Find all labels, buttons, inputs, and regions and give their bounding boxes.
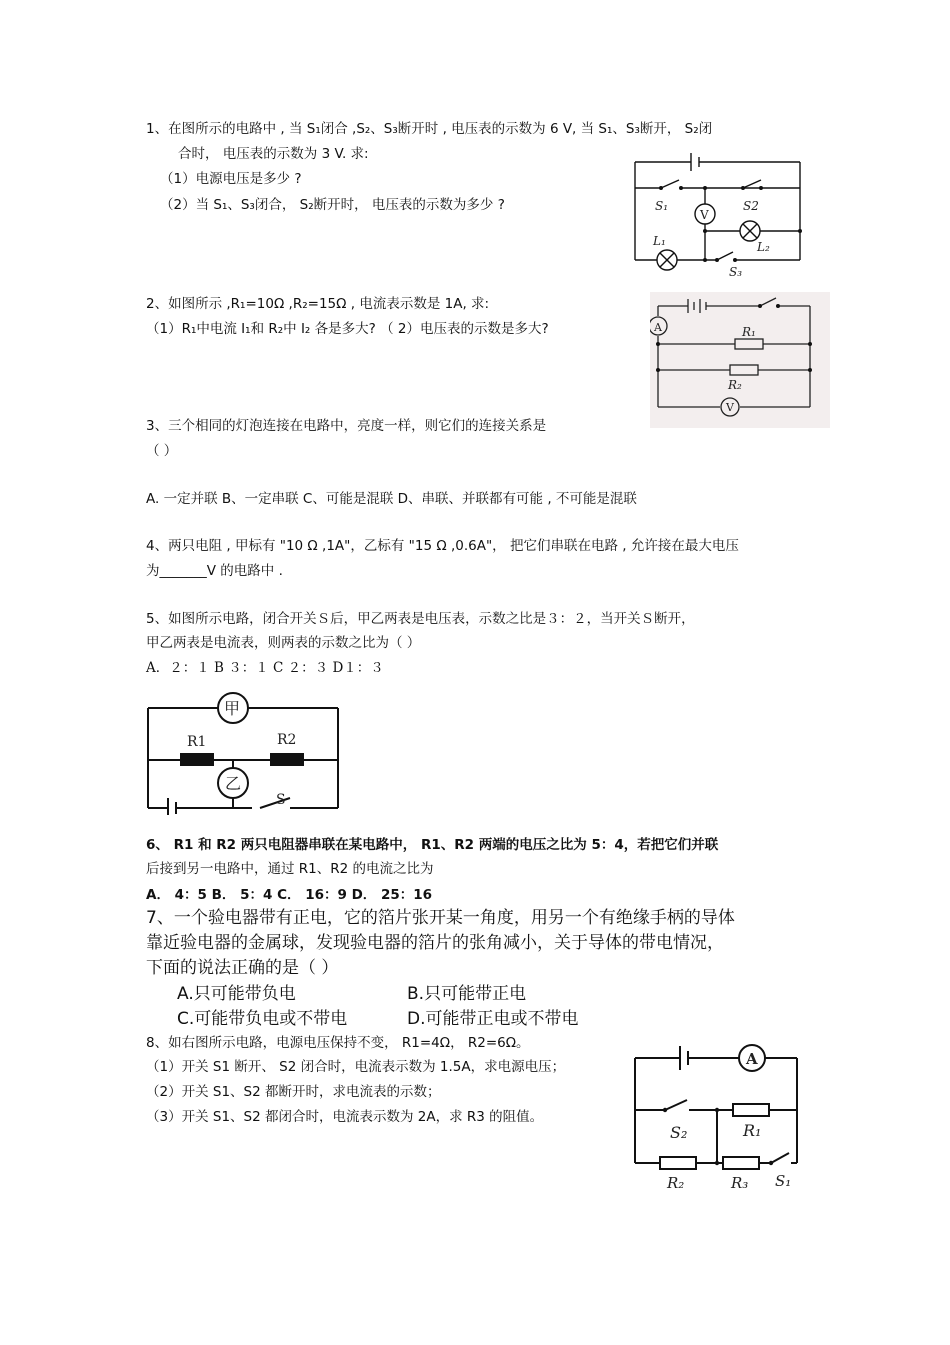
q8-fig-r2: R₂ (667, 1174, 685, 1192)
q5-line2: 甲乙两表是电流表，则两表的示数之比为（ ） (146, 635, 421, 651)
q3-line1: 3、三个相同的灯泡连接在电路中，亮度一样，则它们的连接关系是 (146, 418, 547, 434)
q7-line2: 靠近验电器的金属球，发现验电器的箔片的张角减小，关于导体的带电情况， (146, 933, 724, 953)
q1-circuit-diagram (625, 148, 810, 280)
q8-sub1: （1）开关 S1 断开、 S2 闭合时，电流表示数为 1.5A，求电源电压； (146, 1059, 566, 1075)
q7-option-a: A.只可能带负电 (177, 984, 296, 1004)
q5-line1: 5、如图所示电路，闭合开关Ｓ后，甲乙两表是电压表，示数之比是３：２，当开关Ｓ断开， (146, 611, 695, 627)
q1-fig-l2: L₂ (757, 240, 770, 254)
q1-sub2: （2）当 S₁、S₃闭合， S₂断开时， 电压表的示数为多少 ? (160, 197, 505, 213)
q2-fig-r2: R₂ (728, 378, 742, 392)
q3-line2: （ ） (146, 443, 178, 459)
q1-fig-s1: S₁ (655, 199, 669, 213)
q2-line1: 2、如图所示 ,R₁=10Ω ,R₂=15Ω , 电流表示数是 1A, 求: (146, 296, 490, 312)
q3-options: A. 一定并联 B、一定串联 C、可能是混联 D、串联、并联都有可能 , 不可能是混联 (146, 491, 637, 507)
q7-option-c: C.可能带负电或不带电 (177, 1009, 348, 1029)
q5-fig-r1: R1 (187, 734, 207, 750)
q1-fig-v: V (700, 208, 709, 222)
q5-options: A．２：１ B ３：１ C ２：３ D１：３ (146, 660, 384, 676)
q8-sub3: （3）开关 S1、S2 都闭合时，电流表示数为 2A，求 R3 的阻值。 (146, 1109, 544, 1125)
q4-line1: 4、两只电阻 , 甲标有 "10 Ω ,1A"，乙标有 "15 Ω ,0.6A"， 把它们串联在电路 , 允许接在最大电压 (146, 538, 739, 554)
q5-circuit-diagram (140, 690, 350, 815)
q2-fig-a: A (654, 321, 662, 334)
q8-fig-s1: S₁ (775, 1172, 792, 1190)
q5-fig-r2: R2 (277, 732, 297, 748)
q4-line2: 为_______V 的电路中 . (146, 563, 283, 579)
q5-fig-yi: 乙 (225, 774, 242, 793)
q8-fig-r3: R₃ (731, 1174, 749, 1192)
q1-sub1: （1）电源电压是多少 ? (160, 171, 302, 187)
q2-fig-v: V (726, 401, 734, 414)
q8-fig-a: A (746, 1050, 758, 1068)
q7-line1: 7、一个验电器带有正电，它的箔片张开某一角度，用另一个有绝缘手柄的导体 (146, 908, 735, 928)
q2-fig-r1: R₁ (742, 325, 756, 339)
q8-fig-s2: S₂ (670, 1123, 688, 1142)
q2-circuit-diagram (650, 292, 830, 428)
q5-fig-jia: 甲 (224, 699, 241, 718)
q5-fig-s: S (276, 792, 286, 808)
q1-fig-s3: S₃ (729, 265, 743, 279)
q7-line3: 下面的说法正确的是（ ） (146, 958, 339, 978)
q1-line2: 合时， 电压表的示数为 3 V. 求: (178, 146, 369, 162)
q6-line2: 后接到另一电路中，通过 R1、R2 的电流之比为 (146, 861, 434, 877)
q2-line2: （1）R₁中电流 I₁和 R₂中 I₂ 各是多大? （ 2）电压表的示数是多大? (146, 321, 549, 337)
q7-option-b: B.只可能带正电 (407, 984, 527, 1004)
q8-circuit-diagram (625, 1038, 805, 1193)
q1-fig-s2: S2 (743, 199, 759, 213)
q7-option-d: D.可能带正电或不带电 (407, 1009, 579, 1029)
q8-fig-r1: R₁ (743, 1121, 762, 1140)
q8-sub2: （2）开关 S1、S2 都断开时，求电流表的示数； (146, 1084, 441, 1100)
q8-line1: 8、如右图所示电路，电源电压保持不变， R1=4Ω， R2=6Ω。 (146, 1035, 530, 1051)
q1-line1: 1、在图所示的电路中 , 当 S₁闭合 ,S₂、S₃断开时 , 电压表的示数为 6 V, 当 S₁、S₃断开， S₂闭 (146, 121, 713, 137)
q6-options: A． 4：5 B． 5：4 C． 16：9 D． 25：16 (146, 887, 433, 903)
q6-line1: 6、 R1 和 R2 两只电阻器串联在某电路中， R1、R2 两端的电压之比为 5：4，若把它们并联 (146, 837, 719, 853)
q1-fig-l1: L₁ (653, 234, 666, 248)
